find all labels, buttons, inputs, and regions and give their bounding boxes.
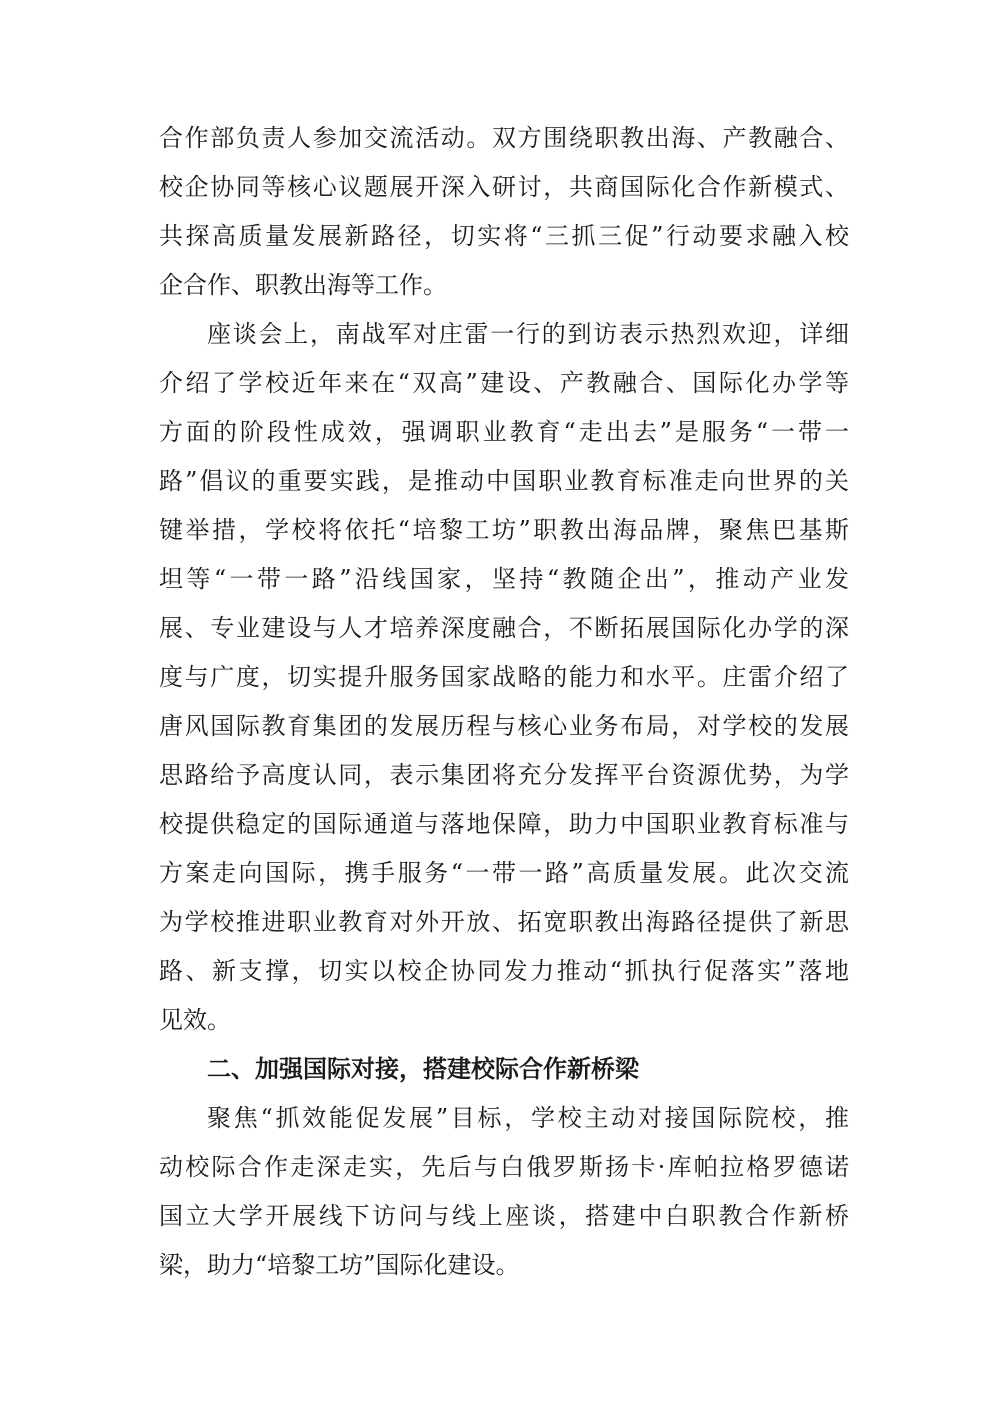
- paragraph-line: 校提供稳定的国际通道与落地保障，助力中国职业教育标准与: [159, 810, 849, 838]
- paragraph-line: 动校际合作走深走实，先后与白俄罗斯扬卡·库帕拉格罗德诺: [159, 1153, 849, 1181]
- section-heading: 二、加强国际对接，搭建校际合作新桥梁: [207, 1055, 639, 1083]
- paragraph-line: 为学校推进职业教育对外开放、拓宽职教出海路径提供了新思: [159, 908, 849, 936]
- paragraph-line: 企合作、职教出海等工作。: [159, 271, 447, 299]
- paragraph-line: 梁，助力“培黎工坊”国际化建设。: [159, 1251, 520, 1279]
- paragraph-line: 唐风国际教育集团的发展历程与核心业务布局，对学校的发展: [159, 712, 849, 740]
- paragraph-line: 合作部负责人参加交流活动。双方围绕职教出海、产教融合、: [159, 124, 849, 152]
- paragraph-line: 共探高质量发展新路径，切实将“三抓三促”行动要求融入校: [159, 222, 849, 250]
- paragraph-line: 校企协同等核心议题展开深入研讨，共商国际化合作新模式、: [159, 173, 849, 201]
- paragraph-line: 路、新支撑，切实以校企协同发力推动“抓执行促落实”落地: [159, 957, 849, 985]
- paragraph-line: 坦等“一带一路”沿线国家，坚持“教随企出”，推动产业发: [159, 565, 849, 593]
- paragraph-line: 见效。: [159, 1006, 231, 1034]
- paragraph-2: [159, 310, 849, 1045]
- paragraph-line: 方面的阶段性成效，强调职业教育“走出去”是服务“一带一: [159, 418, 849, 446]
- paragraph-line: 思路给予高度认同，表示集团将充分发挥平台资源优势，为学: [159, 761, 849, 789]
- paragraph-line: 路”倡议的重要实践，是推动中国职业教育标准走向世界的关: [159, 467, 849, 495]
- document-body: [159, 114, 849, 1290]
- paragraph-line: 座谈会上，南战军对庄雷一行的到访表示热烈欢迎，详细: [207, 320, 849, 348]
- paragraph-line: 介绍了学校近年来在“双高”建设、产教融合、国际化办学等: [159, 369, 849, 397]
- paragraph-line: 方案走向国际，携手服务“一带一路”高质量发展。此次交流: [159, 859, 849, 887]
- paragraph-1: [159, 114, 849, 310]
- paragraph-line: 度与广度，切实提升服务国家战略的能力和水平。庄雷介绍了: [159, 663, 849, 691]
- paragraph-line: 国立大学开展线下访问与线上座谈，搭建中白职教合作新桥: [159, 1202, 849, 1230]
- paragraph-line: 键举措，学校将依托“培黎工坊”职教出海品牌，聚焦巴基斯: [159, 516, 849, 544]
- paragraph-3: [159, 1094, 849, 1290]
- paragraph-line: 展、专业建设与人才培养深度融合，不断拓展国际化办学的深: [159, 614, 849, 642]
- paragraph-line: 聚焦“抓效能促发展”目标，学校主动对接国际院校，推: [207, 1104, 849, 1132]
